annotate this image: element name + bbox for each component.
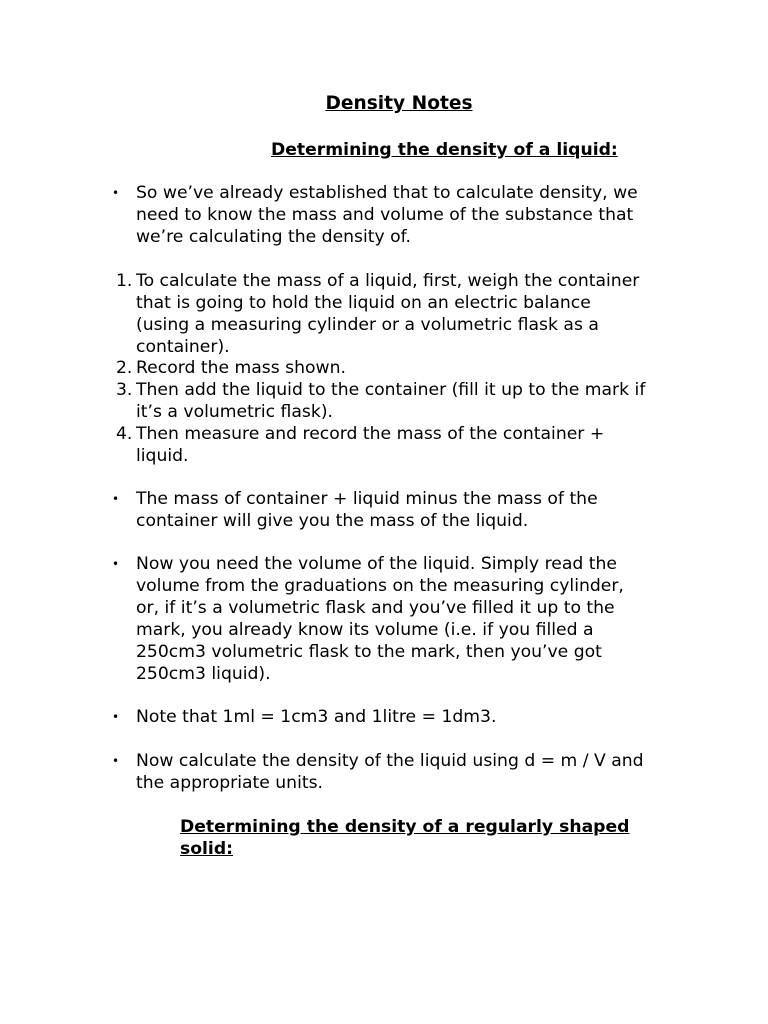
step-text [136,357,696,379]
text-line: the appropriate units. [136,773,324,793]
text-line: Now you need the volume of the liquid. Simply read the [136,554,617,574]
heading-line: Determining the density of a regularly shaped [180,817,630,837]
text-line: To calculate the mass of a liquid, first, weigh the container [136,271,640,291]
text-line: (using a measuring cylinder or a volumetric flask as a [136,315,599,335]
section-heading-solid [180,816,680,860]
step-number: 2. [116,358,133,378]
section-heading-liquid: Determining the density of a liquid: [271,140,618,160]
bullet-icon: • [112,710,120,724]
text-line: Then add the liquid to the container (fill it up to the mark if [136,380,646,400]
text-line: mark, you already know its volume (i.e. if you filled a [136,620,594,640]
text-line: need to know the mass and volume of the substance that [136,205,634,225]
text-line: The mass of container + liquid minus the mass of the [136,489,598,509]
text-line: container). [136,337,230,357]
text-line: Now calculate the density of the liquid using d = m / V and [136,751,644,771]
text-line: it’s a volumetric flask). [136,402,333,422]
text-line: volume from the graduations on the measuring cylinder, [136,576,624,596]
bullet-icon: • [112,186,120,200]
text-line: Then measure and record the mass of the container + [136,424,605,444]
text-line: we’re calculating the density of. [136,227,411,247]
text-line: So we’ve already established that to calculate density, we [136,183,638,203]
bullet-text [136,706,696,728]
bullet-text [136,750,696,794]
bullet-text [136,488,696,532]
text-line: 250cm3 volumetric flask to the mark, then you’ve got [136,642,602,662]
step-text [136,423,696,467]
step-text [136,270,696,358]
step-number: 3. [116,380,133,400]
step-text [136,379,696,423]
text-line: Note that 1ml = 1cm3 and 1litre = 1dm3. [136,707,497,727]
heading-line: solid: [180,839,233,859]
text-line: Record the mass shown. [136,358,346,378]
page-title: Density Notes [325,93,473,114]
bullet-icon: • [112,557,120,571]
text-line: 250cm3 liquid). [136,664,271,684]
text-line: or, if it’s a volumetric flask and you’ve filled it up to the [136,598,615,618]
text-line: that is going to hold the liquid on an electric balance [136,293,591,313]
bullet-icon: • [112,754,120,768]
text-line: liquid. [136,446,189,466]
text-line: container will give you the mass of the liquid. [136,511,529,531]
bullet-icon: • [112,492,120,506]
step-number: 1. [116,271,133,291]
intro-bullet-text [136,182,696,248]
step-number: 4. [116,424,133,444]
bullet-text [136,553,696,685]
